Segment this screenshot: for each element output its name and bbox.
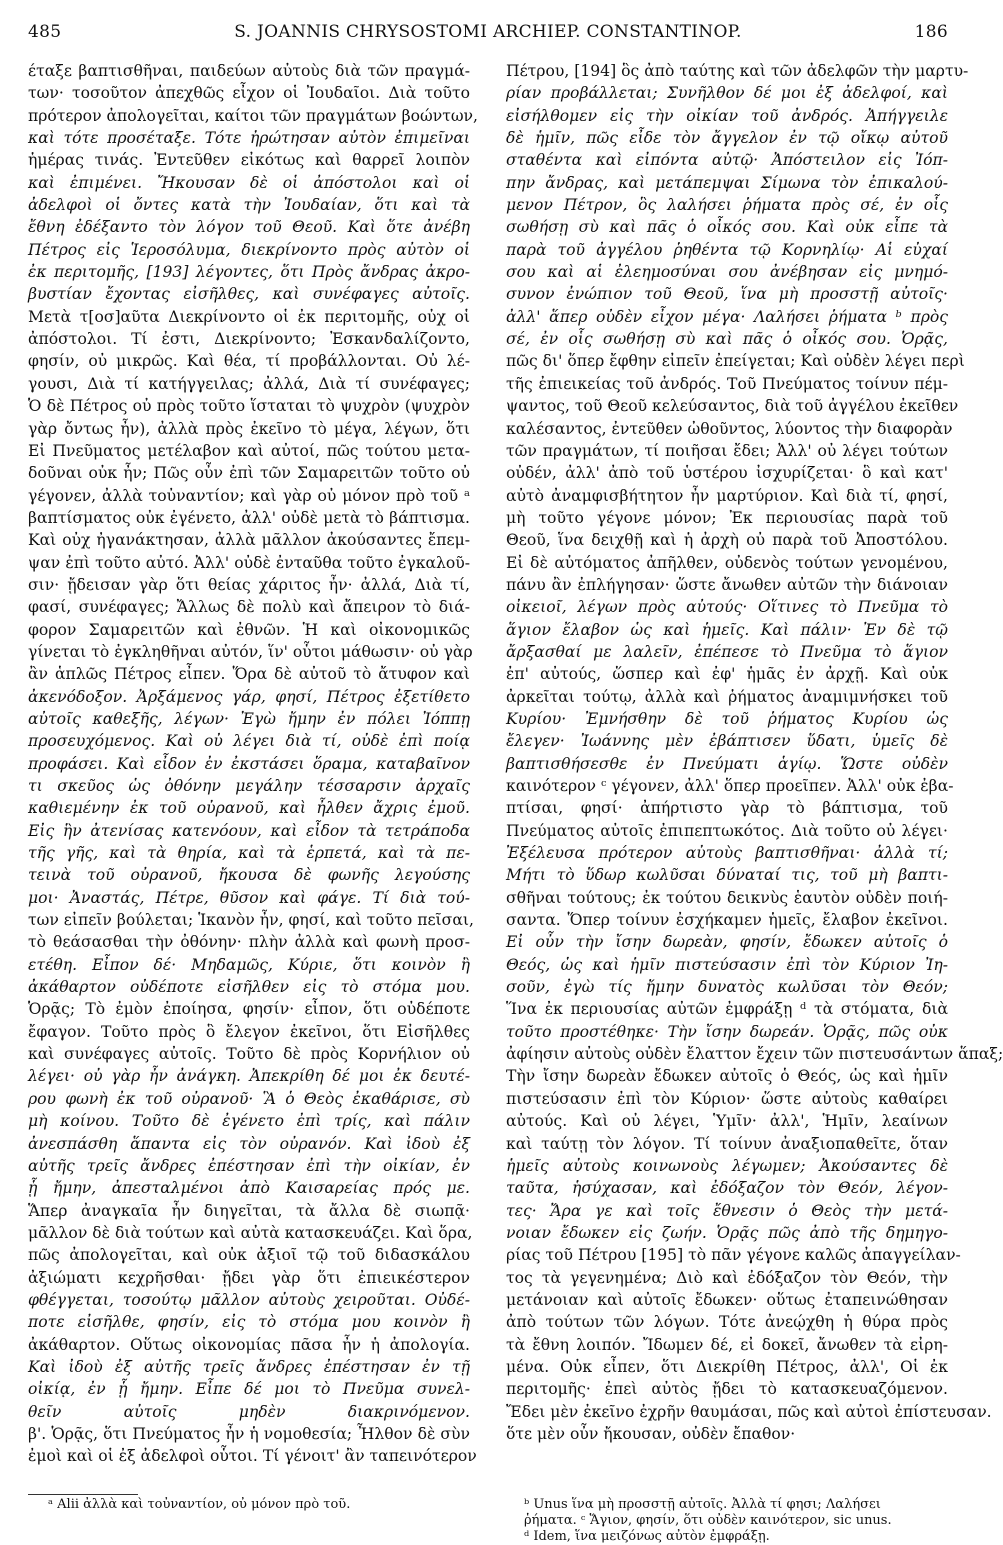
text-line: βαπτισθήσεσθε ἐν Πνεύματι ἁγίῳ. Ὥστε οὐδὲν: [506, 754, 948, 773]
text-line: ἀξιώματι κεχρῆσθαι· ᾔδει γὰρ ὅτι ἐπιεικέστερον: [28, 1268, 470, 1287]
text-line: ἐπ' αὐτούς, ὥσπερ καὶ ἐφ' ἡμᾶς ἐν ἀρχῇ. Καὶ οὐκ: [506, 665, 948, 684]
text-line: ἀκάθαρτον. Οὕτως οἰκονομίας πᾶσα ἦν ἡ ἀπολογία.: [28, 1335, 470, 1354]
text-line: τὸ θεάσασθαι τὴν ὀθόνην· πλὴν ἀλλὰ καὶ φωνὴ προσ-: [28, 933, 470, 952]
footnotes-left: [48, 1497, 468, 1513]
text-line: τῆς ἐπιεικείας τοῦ ἀνδρός. Τοῦ Πνεύματος τοίνυν πέμ-: [506, 374, 948, 393]
text-line: γὰρ ὄντως ἦν), ἀλλὰ πρὸς ἐκεῖνο τὸ μέγα, λέγων, ὅτι: [28, 419, 470, 438]
text-line: ετέθη. Εἶπον δέ· Μηδαμῶς, Κύριε, ὅτι κοινὸν ἢ: [28, 955, 470, 974]
text-line: ἂν ἁπλῶς Πέτρος εἶπεν. Ὅρα δὲ αὐτοῦ τὸ ἄτυφον καὶ: [28, 665, 470, 684]
text-line: ἔθνη ἐδέξαντο τὸν λόγον τοῦ Θεοῦ. Καὶ ὅτε ἀνέβη: [28, 218, 470, 237]
text-line: σταθέντα καὶ εἰπόντα αὐτῷ· Ἀπόστειλον εἰς Ἰόπ-: [506, 151, 948, 170]
text-line: τες· Ἄρα γε καὶ τοῖς ἔθνεσιν ὁ Θεὸς τὴν μετά-: [506, 1201, 948, 1220]
text-line: αὐτῆς τρεῖς ἄνδρες ἐπέστησαν ἐπὶ τὴν οἰκίαν, ἐν: [28, 1156, 470, 1175]
text-line: ταῦτα, ἡσύχασαν, καὶ ἐδόξαζον τὸν Θεόν, λέγον-: [506, 1179, 948, 1198]
text-line: Καὶ ἰδοὺ ἐξ αὐτῆς τρεῖς ἄνδρες ἐπέστησαν ἐν τῇ: [28, 1357, 470, 1376]
footnote-line: ᵇ Unus ἵνα μὴ προσστῇ αὐτοῖς. Ἀλλὰ τί φησι; Λαλήσει: [524, 1497, 881, 1512]
text-line: τι σκεῦος ὡς ὀθόνην μεγάλην τέσσαρσιν ἀρχαῖς: [28, 777, 470, 795]
footnote-rule: [28, 1494, 138, 1495]
text-line: φορον Σαμαρειτῶν καὶ ἐθνῶν. Ἡ καὶ οἰκονομικῶς: [28, 620, 470, 639]
text-line: Πέτρου, [194] ὃς ἀπὸ ταύτης καὶ τῶν ἀδελφῶν τὴν μαρτυ-: [506, 62, 969, 80]
text-line: ἀπὸ τούτων τῶν λόγων. Τότε ἀνεῴχθη ἡ θύρα πρὸς: [506, 1313, 948, 1332]
text-line: ἐκ περιτομῆς, [193] λέγοντες, ὅτι Πρὸς ἄνδρας ἀκρο-: [28, 263, 470, 282]
text-line: μενον Πέτρον, ὃς λαλήσει ῥήματα πρὸς σέ, ἐν οἷς: [506, 196, 948, 215]
text-line: ἀκενόδοξον. Ἀρξάμενος γάρ, φησί, Πέτρος ἐξετίθετο: [28, 687, 470, 706]
footnote-line: ᵈ Idem, ἵνα μειζόνως αὐτὸν ἐμφράξῃ.: [524, 1529, 770, 1544]
text-line: Καὶ οὐχ ἠγανάκτησαν, ἀλλὰ μᾶλλον ἀκούσαντες ἔπεμ-: [28, 531, 470, 550]
text-line: Ἅπερ ἀναγκαῖα ἦν διηγεῖται, τὰ ἄλλα δὲ σιωπᾷ·: [28, 1201, 470, 1220]
text-line: ἔφαγον. Τοῦτο πρὸς ὃ ἔλεγον ἐκεῖνοι, ὅτι Εἰσῆλθες: [28, 1022, 470, 1041]
text-line: ἀκάθαρτον οὐδέποτε εἰσῆλθεν εἰς τὸ στόμα μου.: [28, 978, 470, 997]
text-line: ἀπόστολοι. Τί ἐστι, Διεκρίνοντο; Ἐσκανδαλίζοντο,: [28, 330, 470, 349]
text-line: σέ, ἐν οἷς σωθήσῃ σὺ καὶ πᾶς ὁ οἶκός σου. Ὁρᾷς,: [506, 330, 948, 349]
text-line: γουσι, Διὰ τί κατήγγειλας; ἀλλά, Διὰ τί συνέφαγες;: [28, 374, 470, 393]
text-line: τος τὰ γεγενημένα; Διὸ καὶ ἐδόξαζον τὸν Θεόν, τὴν: [506, 1268, 948, 1287]
text-line: οἰκίᾳ, ἐν ᾗ ἤμην. Εἶπε δέ μοι τὸ Πνεῦμα συνελ-: [28, 1380, 470, 1399]
text-line: ἔλεγεν· Ἰωάννης μὲν ἐβάπτισεν ὕδατι, ὑμεῖς δὲ: [506, 732, 948, 751]
text-line: δὲ ἡμῖν, πῶς εἶδε τὸν ἄγγελον ἐν τῷ οἴκῳ αὐτοῦ: [506, 129, 948, 148]
text-line: πῶς δι' ὅπερ ἔφθην εἰπεῖν ἐπείγεται; Καὶ οὐδὲν λέγει περὶ: [506, 352, 965, 371]
text-line: ἀλλ' ἅπερ οὐδὲν εἶχον μέγα· Λαλήσει ῥήματα ᵇ πρὸς: [506, 307, 948, 326]
text-line: σου καὶ αἱ ἐλεημοσύναι σου ἀνέβησαν εἰς μνημό-: [506, 263, 948, 282]
text-line: εἰσήλθομεν εἰς τὴν οἰκίαν τοῦ ἀνδρός. Ἀπήγγειλε: [506, 106, 948, 125]
text-line: τὰ ἔθνη λοιπόν. Ἴδωμεν δέ, εἰ δοκεῖ, ἄνωθεν τὰ εἰρη-: [506, 1335, 948, 1354]
text-line: ᾗ ἤμην, ἀπεσταλμένοι ἀπὸ Καισαρείας πρός με.: [28, 1179, 470, 1198]
text-line: Κυρίου· Ἐμνήσθην δὲ τοῦ ῥήματος Κυρίου ὡς: [506, 709, 948, 728]
text-line: Θεοῦ, ἵνα δειχθῇ καὶ ἡ ἀρχὴ οὐ παρὰ τοῦ Ἀποστόλου.: [506, 531, 948, 550]
text-line: ἀνεσπάσθη ἅπαντα εἰς τὸν οὐρανόν. Καὶ ἰδοὺ ἐξ: [28, 1134, 470, 1153]
text-line: Εἰς ἣν ἀτενίσας κατενόουν, καὶ εἶδον τὰ τετράποδα: [28, 821, 470, 840]
text-line: καὶ ἐπιμένει. Ἤκουσαν δὲ οἱ ἀπόστολοι καὶ οἱ: [28, 173, 470, 192]
text-line: τοῦτο προστέθηκε· Τὴν ἴσην δωρεάν. Ὁρᾷς, πῶς οὐκ: [506, 1022, 948, 1041]
text-line: πην ἄνδρας, καὶ μετάπεμψαι Σίμωνα τὸν ἐπικαλού-: [506, 173, 948, 192]
text-line: αὐτὸ ἀναμφισβήτητον ἦν μαρτύριον. Καὶ διὰ τί, φησί,: [506, 486, 948, 505]
footnotes-right: [524, 1497, 948, 1545]
text-line: σαντα. Ὅπερ τοίνυν ἐσχήκαμεν ἡμεῖς, ἔλαβον ἐκεῖνοι.: [506, 911, 948, 930]
text-line: πρότερον ἀπολογεῖται, καίτοι τῶν πραγμάτων βοώντων,: [28, 106, 478, 125]
text-line: καὶ τότε προσέταξε. Τότε ἠρώτησαν αὐτὸν ἐπιμεῖναι: [28, 129, 470, 148]
text-line: σθῆναι τούτους; ἐκ τούτου δεικνὺς ἑαυτὸν οὐδὲν ποιή-: [506, 888, 948, 907]
text-line: πῶς ἀπολογεῖται, καὶ οὐκ ἀξιοῖ τῷ τοῦ διδασκάλου: [28, 1246, 470, 1265]
text-line: έταξε βαπτισθῆναι, παιδεύων αὐτοὺς διὰ τῶν πραγμά-: [28, 62, 470, 80]
text-line: Πνεύματος αὐτοῖς ἐπιπεπτωκότος. Διὰ τοῦτο οὐ λέγει·: [506, 821, 948, 840]
text-line: γίνεται τὸ ἐγκληθῆναι αὐτόν, ἵν' οὗτοι μάθωσιν· οὐ γὰρ: [28, 642, 473, 661]
left-text-column: [28, 60, 478, 1468]
text-line: αὐτοῖς καθεξῆς, λέγων· Ἐγὼ ἤμην ἐν πόλει Ἰόππῃ: [28, 709, 470, 728]
text-line: Ἐξέλευσα πρότερον αὐτοὺς βαπτισθῆναι· ἀλλὰ τί;: [506, 844, 948, 863]
text-line: ἄρξασθαί με λαλεῖν, ἐπέπεσε τὸ Πνεῦμα τὸ ἅγιον: [506, 642, 948, 661]
text-line: τῶν πραγμάτων, τί ποιῆσαι ἔδει; Ἀλλ' οὐ λέγει τούτων: [506, 441, 948, 460]
text-line: καὶ συνέφαγες αὐτοῖς. Τοῦτο δὲ πρὸς Κορνήλιον οὐ: [28, 1045, 470, 1064]
text-line: ρίαν προβάλλεται; Συνῆλθον δέ μοι ἐξ ἀδελφοί, καὶ: [506, 84, 948, 103]
text-line: Εἰ Πνεῦματος μετέλαβον καὶ αὐτοί, πῶς τούτου μετα-: [28, 441, 470, 460]
text-line: νοιαν ἔδωκεν εἰς ζωήν. Ὁρᾷς πῶς ἀπὸ τῆς δημηγο-: [506, 1223, 948, 1242]
text-line: ἡμεῖς αὐτοὺς κοινωνοὺς λέγωμεν; Ἀκούσαντες δὲ: [506, 1156, 948, 1175]
text-line: βαπτίσματος οὐκ ἐγένετο, ἀλλ' οὐδὲ μετὰ τὸ βάπτισμα.: [28, 508, 470, 527]
text-line: Πέτρος εἰς Ἱεροσόλυμα, διεκρίνοντο πρὸς αὐτὸν οἱ: [28, 240, 470, 259]
running-header: [28, 22, 948, 50]
text-line: ὅτε μὲν οὖν ἤκουσαν, οὐδὲν ἔπαθον·: [506, 1424, 796, 1443]
text-line: περιτομῆς· ἐπεὶ αὐτὸς ᾔδει τὸ κατασκευαζόμενον.: [506, 1380, 948, 1399]
text-line: β'. Ὁρᾷς, ὅτι Πνεύματος ἦν ἡ νομοθεσία; Ἦλθον δὲ σὺν: [28, 1424, 470, 1443]
text-line: καθιεμένην ἐκ τοῦ οὐρανοῦ, καὶ ἦλθεν ἄχρις ἐμοῦ.: [28, 799, 470, 818]
text-line: ψαν ἐπὶ τοῦτο αὐτό. Ἀλλ' οὐδὲ ἐνταῦθα τοῦτο ἐγκαλοῦ-: [28, 553, 470, 572]
text-line: Εἰ οὖν τὴν ἴσην δωρεὰν, φησίν, ἔδωκεν αὐτοῖς ὁ: [506, 933, 948, 952]
text-line: Εἰ δὲ αὐτόματος ἀπῆλθεν, οὐδενὸς τούτων γενομένου,: [506, 553, 948, 572]
footnote-line: ῥήματα. ᶜ Ἅγιον, φησίν, ὅτι οὐδὲν καινότερον, sic unus.: [524, 1513, 892, 1528]
text-line: δοῦναι οὐκ ἦν; Πῶς οὖν ἐπὶ τῶν Σαμαρειτῶν τοῦτο οὐ: [28, 464, 470, 483]
page-number-left: 485: [28, 22, 62, 42]
text-line: παρὰ τοῦ ἀγγέλου ῥηθέντα τῷ Κορνηλίῳ· Αἱ εὐχαί: [506, 240, 948, 259]
text-line: ψαντος, τοῦ Θεοῦ κελεύσαντος, διὰ τοῦ ἀγγέλου ἐκεῖθεν: [506, 397, 959, 416]
text-line: φασί, συνέφαγες; Ἄλλως δὲ πολὺ καὶ ἄπειρον τὸ διά-: [28, 598, 470, 617]
text-line: ἡμέρας τινάς. Ἐντεῦθεν εἰκότως καὶ θαρρεῖ λοιπὸν: [28, 151, 470, 170]
text-line: Θεός, ὡς καὶ ἡμῖν πιστεύσασιν ἐπὶ τὸν Κύριον Ἰη-: [506, 955, 948, 974]
text-line: συνον ἐνώπιον τοῦ Θεοῦ, ἵνα μὴ προσστῇ αὐτοῖς·: [506, 285, 948, 304]
text-line: οἰκειοῖ, λέγων πρὸς αὐτούς· Οἵτινες τὸ Πνεῦμα τὸ: [506, 598, 948, 617]
text-line: Ὁ δὲ Πέτρος οὐ πρὸς τοῦτο ἵσταται τὸ ψυχρὸν (ψυχρὸν: [28, 397, 470, 416]
text-line: αὐτούς. Καὶ οὐ λέγει, Ὑμῖν· ἀλλ', Ἡμῖν, λεαίνων: [506, 1112, 948, 1131]
text-line: ἀδελφοὶ οἱ ὄντες κατὰ τὴν Ἰουδαίαν, ὅτι καὶ τὰ: [28, 196, 470, 215]
text-line: μένα. Οὐκ εἶπεν, ὅτι Διεκρίθη Πέτρος, ἀλλ', Οἱ ἐκ: [506, 1357, 948, 1376]
text-line: τῆς γῆς, καὶ τὰ θηρία, καὶ τὰ ἑρπετά, καὶ τὰ πε-: [28, 844, 470, 863]
text-line: Μήτι τὸ ὕδωρ κωλῦσαι δύναταί τις, τοῦ μὴ βαπτι-: [506, 866, 948, 885]
text-line: μοι· Ἀναστάς, Πέτρε, θῦσον καὶ φάγε. Τί διὰ τού-: [28, 888, 470, 907]
text-line: γέγονεν, ἀλλὰ τοὐναντίον; καὶ γὰρ οὐ μόνον πρὸ τοῦ ᵃ: [28, 486, 470, 505]
text-line: σιν· ᾔδεισαν γὰρ ὅτι θείας χάριτος ἦν· ἀλλά, Διὰ τί,: [28, 575, 470, 594]
text-line: Ὁρᾷς; Τὸ ἐμὸν ἐποίησα, φησίν· εἶπον, ὅτι οὐδέποτε: [28, 1000, 470, 1019]
text-line: βυστίαν ἔχοντας εἰσῆλθες, καὶ συνέφαγες αὐτοῖς.: [28, 285, 470, 304]
text-line: προφάσει. Καὶ εἶδον ἐν ἐκστάσει ὅραμα, καταβαῖνον: [28, 754, 470, 773]
text-line: μᾶλλον δὲ διὰ τούτων καὶ αὐτὰ κατασκευάζει. Καὶ ὅρα,: [28, 1223, 473, 1242]
text-line: ἅγιον ἔλαβον ὡς καὶ ἡμεῖς. Καὶ πάλιν· Ἐν δὲ τῷ: [506, 620, 948, 639]
text-line: ἀφίησιν αὐτοὺς οὐδὲν ἔλαττον ἔχειν τῶν πιστευσάντων ἅπαξ;: [506, 1045, 1003, 1064]
text-line: φησίν, οὐ μικρῶς. Καὶ θέα, τί προβάλλονται. Οὐ λέ-: [28, 352, 470, 371]
text-line: Μετὰ τ[οσ]αῦτα Διεκρίνοντο οἱ ἐκ περιτομῆς, οὐχ οἱ: [28, 307, 470, 326]
text-line: Τὴν ἴσην δωρεὰν ἔδωκεν αὐτοῖς ὁ Θεός, ὡς καὶ ἡμῖν: [506, 1067, 948, 1086]
text-line: πιστεύσασιν ἐπὶ τὸν Κύριον· ὥστε αὐτοὺς καθαίρει: [506, 1089, 948, 1108]
text-line: των· τοσοῦτον ἀπεχθῶς εἶχον οἱ Ἰουδαῖοι. Διὰ τοῦτο: [28, 84, 470, 103]
text-line: πάνυ ἂν ἐπλήγησαν· ὥστε ἄνωθεν αὐτῶν τὴν διάνοιαν: [506, 575, 948, 594]
text-line: ποτε εἰσῆλθε, φησίν, εἰς τὸ στόμα μου κοινὸν ἢ: [28, 1313, 470, 1332]
text-line: θεῖν αὐτοῖς μηδὲν διακρινόμενον.: [28, 1402, 470, 1421]
right-text-column: [506, 60, 1003, 1445]
text-line: των εἰπεῖν βούλεται; Ἱκανὸν ἦν, φησί, καὶ τοῦτο πεῖσαι,: [28, 911, 474, 930]
footnote-line: ᵃ Alii ἀλλὰ καὶ τοὐναντίον, οὐ μόνον πρὸ τοῦ.: [48, 1497, 351, 1512]
text-line: σωθήσῃ σὺ καὶ πᾶς ὁ οἶκός σου. Καὶ οὐκ εἶπε τὰ: [506, 218, 948, 237]
text-line: καὶ ταύτῃ τὸν λόγον. Τί τοίνυν ἀναξιοπαθεῖτε, ὅταν: [506, 1134, 948, 1153]
page-number-right: 186: [914, 22, 948, 42]
running-title: S. JOANNIS CHRYSOSTOMI ARCHIEP. CONSTANTINOP.: [234, 22, 742, 42]
text-line: σοῦν, ἐγὼ τίς ἤμην δυνατὸς κωλῦσαι τὸν Θεόν;: [506, 978, 948, 997]
text-line: πτίσαι, φησί· ἀπήρτιστο γὰρ τὸ βάπτισμα, τοῦ: [506, 799, 948, 818]
text-line: φθέγγεται, τοσούτῳ μᾶλλον αὐτοὺς χειροῦται. Οὐδέ-: [28, 1290, 470, 1309]
text-line: Ἵνα ἐκ περιουσίας αὐτῶν ἐμφράξῃ ᵈ τὰ στόματα, διὰ: [506, 1000, 948, 1019]
text-line: μετάνοιαν καὶ αὐτοῖς ἔδωκεν· οὕτως ἐταπεινώθησαν: [506, 1290, 948, 1309]
text-line: τεινὰ τοῦ οὐρανοῦ, ἤκουσα δὲ φωνῆς λεγούσης: [28, 866, 470, 885]
text-line: οὐδέν, ἀλλ' ἀπὸ τοῦ ὑστέρου ἰσχυρίζεται· ὃ καὶ κατ': [506, 464, 948, 483]
text-line: ρίας τοῦ Πέτρου [195] τὸ πᾶν γέγονε καλῶς ἀπαγγείλαν-: [506, 1246, 961, 1265]
text-line: μὴ τοῦτο γέγονε μόνον; Ἐκ περιουσίας παρὰ τοῦ: [506, 508, 948, 527]
text-line: Ἔδει μὲν ἐκεῖνο ἐχρῆν θαυμάσαι, πῶς καὶ αὐτοὶ ἐπίστευσαν.: [506, 1402, 992, 1421]
text-line: καλέσαντος, ἐντεῦθεν ὠθοῦντος, λύοντος τὴν διαφορὰν: [506, 419, 953, 438]
text-line: προσευχόμενος. Καὶ οὐ λέγει διὰ τί, οὐδὲ ἐπὶ ποίᾳ: [28, 732, 470, 751]
text-line: ρου φωνὴ ἐκ τοῦ οὐρανοῦ· Ἃ ὁ Θεὸς ἐκαθάρισε, σὺ: [28, 1089, 470, 1108]
text-line: ἐμοὶ καὶ οἱ ἐξ ἀδελφοὶ οὗτοι. Τί γένοιτ' ἂν ταπεινότερον: [28, 1447, 477, 1466]
text-line: μὴ κοίνου. Τοῦτο δὲ ἐγένετο ἐπὶ τρίς, καὶ πάλιν: [28, 1112, 470, 1131]
text-line: καινότερον ᶜ γέγονεν, ἀλλ' ὅπερ προεῖπεν. Ἀλλ' οὐκ ἐβα-: [506, 777, 954, 795]
text-line: λέγει· οὐ γὰρ ἦν ἀνάγκη. Ἀπεκρίθη δέ μοι ἐκ δευτέ-: [28, 1067, 470, 1086]
text-line: ἀρκεῖται τούτῳ, ἀλλὰ καὶ ῥήματος ἀναμιμνήσκει τοῦ: [506, 687, 948, 706]
